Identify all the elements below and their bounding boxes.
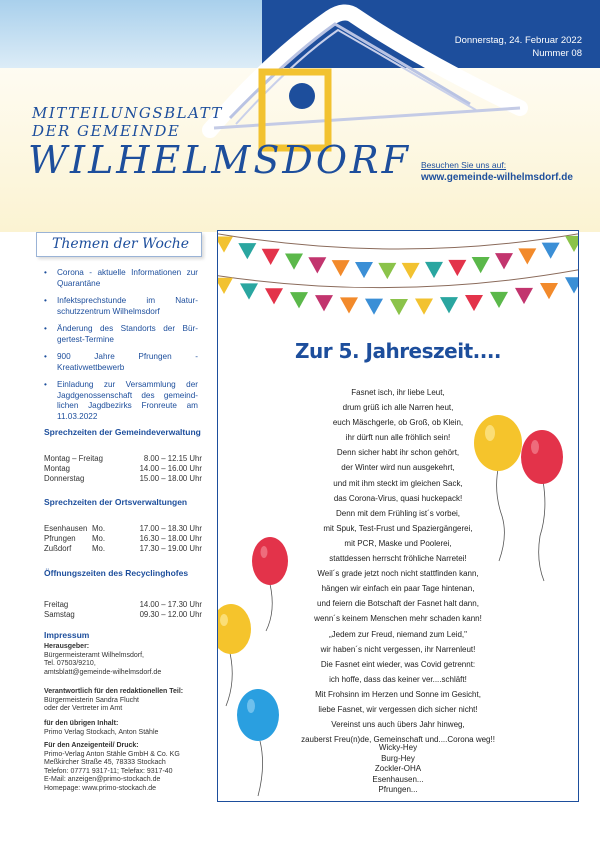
issue-number: Nummer 08 [532,48,582,59]
themen-heading-box [36,232,202,257]
poem-line: wenn´s keinem Menschen mehr schaden kann! [314,614,482,624]
signoff-line: Burg-Hey [381,753,415,763]
hours-row: Montag 14.00 – 16.00 Uhr [44,464,202,473]
themen-title: Themen der Woche [52,236,190,252]
poem-line: und feiern die Botschaft der Fasnet halt dann, [317,599,479,609]
gemeinde-hours-table [44,454,202,484]
poem-line: und mit ihm steckt im gleichen Sack, [333,478,463,488]
poem-line: Denn sicher habt ihr schon gehört, [336,448,460,458]
title-line-2: DER GEMEINDE [32,122,181,140]
signoff-line: Esenhausen... [372,774,424,784]
signoff-line: Wicky-Hey [378,743,418,752]
gemeinde-hours-title: Sprechzeiten der Gemeindeverwaltung [44,427,201,437]
impressum-title: Impressum [44,630,90,640]
publisher-line: Tel. 07503/9210, [44,660,96,668]
poem-line: euch Mäschgerle, ob Groß, ob Klein, [332,418,464,428]
hours-row: Zußdorf Mo. 17.30 – 19.00 Uhr [44,544,202,553]
recycling-hours-title: Öffnungszeiten des Recyclinghofes [44,568,189,578]
balloon-blue-left [237,689,279,796]
orts-hours-title: Sprechzeiten der Ortsverwaltungen [44,497,188,507]
hours-row: Freitag 14.00 – 17.30 Uhr [44,600,202,609]
poem-line: mit PCR, Maske und Poolerei, [344,538,452,548]
balloon-yellow-right [474,415,522,561]
ads-line: Meßkircher Straße 45, 78333 Stockach [44,759,166,767]
poem-line: Vereinst uns auch übers Jahr hinweg, [331,720,465,730]
hours-row: Donnerstag 15.00 – 18.00 Uhr [44,474,202,483]
poem-line: das Corona-Virus, quasi huckepack! [333,493,463,503]
editorial-line: oder der Vertreter im Amt [44,705,123,713]
hours-row: Samstag 09.30 – 12.00 Uhr [44,610,202,619]
publisher-email[interactable]: amtsblatt@gemeinde-wilhelmsdorf.de [44,668,162,676]
hours-row: Pfrungen Mo. 16.30 – 18.00 Uhr [44,534,202,543]
other-label: für den übrigen Inhalt: [44,720,119,727]
balloon-red-right [521,430,563,581]
issue-info [455,34,582,60]
poem-line: drum grüß ich alle Narren heut, [342,403,454,413]
visit-label: Besuchen Sie uns auf: [421,160,507,170]
title-line-1: MITTEILUNGSBLATT [32,104,223,122]
poem-line: Fasnet isch, ihr liebe Leut, [351,388,445,397]
poem-line: liebe Fasnet, wir vergessen dich sicher nicht! [318,704,478,714]
poem-line: ihr dürft nun alle fröhlich sein! [345,433,451,443]
poem-line: zauberst Freu(n)de, Gemeinschaft und....Corona weg!! [301,735,495,745]
signoff-line: Pfrungen... [378,785,418,794]
poem-line: Mit Frohsinn im Herzen und Sonne im Gesicht, [315,689,481,699]
impressum-other [44,720,206,737]
sidebar [0,232,210,850]
topic-item: • Infektsprechstunde im Natur-schutzzentrum Wilhelmsdorf [44,296,198,317]
topics-list [44,268,198,429]
masthead-title: WILHELMSDORF [28,138,411,182]
balloon-red-left [252,537,288,631]
issue-date: Donnerstag, 24. Februar 2022 [454,35,582,46]
poem-line: stattdessen herrscht fröhliche Narretei! [329,554,467,564]
poem-line: „Jedem zur Freud, niemand zum Leid," [328,629,467,639]
ads-line: Telefon: 07771 9317-11; Telefax: 9317-40 [44,767,173,775]
poem-line: der Winter wird nun ausgekehrt, [341,463,455,473]
impressum-publisher [44,643,206,677]
publisher-line: Bürgermeisteramt Wilhelmsdorf, [44,651,144,659]
recycling-hours-table [44,600,202,620]
poem-line: ich hoffe, dass das keiner ver....schläft! [329,674,467,684]
ads-homepage[interactable]: Homepage: www.primo-stockach.de [44,784,157,792]
balloons-decoration [218,231,578,802]
masthead [0,0,600,232]
impressum-ads [44,742,206,794]
fasnet-article [217,230,579,802]
ads-line: Primo-Verlag Anton Stähle GmbH & Co. KG [44,750,180,758]
website-link[interactable]: www.gemeinde-wilhelmsdorf.de [421,172,573,183]
editorial-label: Verantwortlich für den redaktionellen Teil: [44,688,184,695]
impressum-editorial [44,688,206,714]
poem-line: Die Fasnet eint wieder, was Covid getrennt: [320,659,476,669]
topic-item: • 900 Jahre Pfrungen - Kreativwettbewerb [44,352,198,373]
other-line: Primo Verlag Stockach, Anton Stähle [44,728,159,736]
article-title: Zur 5. Jahreszeit.... [294,339,502,363]
poem-line: Weil´s grade jetzt noch nicht stattfinden kann, [317,569,479,579]
poem-line: Denn mit dem Frühling ist´s vorbei, [335,508,461,518]
signoff-line: Zockler-OHA [374,764,422,773]
hours-row: Esenhausen Mo. 17.00 – 18.30 Uhr [44,524,202,533]
poem-line: wir haben´s nicht vergessen, ihr Narrenleut! [320,644,476,654]
poem-line: hängen wir einfach ein paar Tage hintenan, [321,584,475,594]
topic-item: • Corona - aktuelle Informationen zur Quarantäne [44,268,198,289]
topic-item: • Änderung des Standorts der Bür-gertest-Termine [44,324,198,345]
publisher-label: Herausgeber: [44,643,90,650]
topic-item: • Einladung zur Versammlung der Jagdgenossenschaft des gemeind-lichen Jagdbezirks Fronreute am 11.03.2022 [44,380,198,422]
balloon-yellow-left [218,604,251,706]
masthead-subtitle [32,104,223,140]
ads-label: Für den Anzeigenteil/ Druck: [44,742,139,749]
orts-hours-table [44,524,202,554]
poem-line: mit Spuk, Test-Frust und Spaziergängerei, [323,523,473,533]
ads-email[interactable]: E-Mail: anzeigen@primo-stockach.de [44,776,161,784]
hours-row: Montag – Freitag 8.00 – 12.15 Uhr [44,454,202,463]
editorial-line: Bürgermeisterin Sandra Flucht [44,696,139,704]
